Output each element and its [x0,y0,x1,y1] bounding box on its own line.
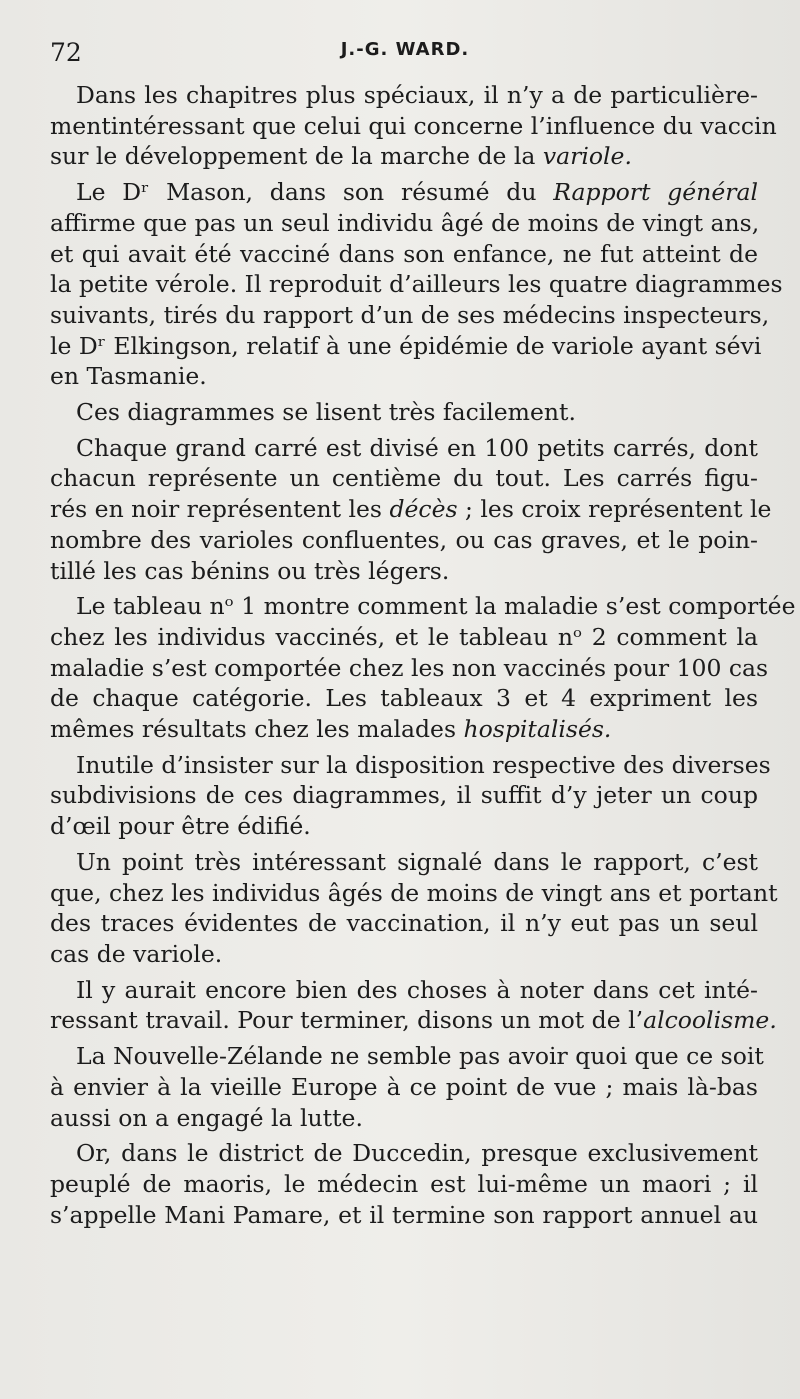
text-line [50,908,758,939]
text-line [50,1169,758,1200]
text-line [50,653,769,684]
text-line [50,1041,764,1072]
text-segment: tillé les cas bénins ou très légers. [50,556,450,585]
text-segment: rés en noir représentent les [50,495,390,524]
text-segment: Il y aurait encore bien des choses à noter dans cet inté- [76,975,758,1004]
text-line [50,750,771,781]
text-line [50,1005,777,1036]
page-number: 72 [50,38,82,67]
text-segment: suivants, tirés du rapport d’un de ses médecins inspecteurs, [50,300,770,329]
text-segment: maladie s’est comportée chez les non vaccinés pour 100 cas [50,653,769,682]
text-segment: cas de variole. [50,939,223,968]
text-line [50,1138,758,1169]
text-segment: ; les croix représentent le [457,495,772,524]
text-segment: d’œil pour être édifié. [50,812,311,841]
text-segment: des traces évidentes de vaccination, il n’y eut pas un seul [50,909,758,938]
paragraph [50,80,777,172]
text-segment: affirme que pas un seul individu âgé de moins de vingt ans, [50,208,760,237]
text-segment: mêmes résultats chez les malades [50,715,464,744]
text-line [50,269,783,300]
text-line [50,300,770,331]
italic-text: Rapport général [553,178,758,207]
text-segment: Chaque grand carré est divisé en 100 petits carrés, dont [76,433,758,462]
text-segment: la petite vérole. Il reproduit d’ailleurs les quatre diagrammes [50,270,783,299]
italic-text: alcoolisme. [643,1006,777,1035]
text-line [50,939,758,970]
text-line [50,141,758,172]
text-line [50,177,758,208]
text-line [50,1072,758,1103]
text-segment: Or, dans le district de Duccedin, presque exclusivement [76,1139,758,1168]
paragraph [50,1138,758,1230]
running-title: J.-G. WARD. [340,39,470,60]
text-line [50,397,758,428]
text-line [50,239,758,270]
text-segment: chez les individus vaccinés, et le tableau nᵒ 2 comment la [50,622,758,651]
text-line [50,80,758,111]
text-line [50,494,772,525]
paragraph [50,397,758,428]
paragraph [50,1041,764,1133]
text-line [50,622,758,653]
paragraph [50,591,796,745]
text-line [50,683,758,714]
page-header [50,38,760,74]
text-line [50,975,758,1006]
text-segment: Dans les chapitres plus spéciaux, il n’y a de particulière- [76,81,758,109]
text-line [50,780,758,811]
text-segment: le Dʳ Elkingson, relatif à une épidémie de variole ayant sévi [50,331,762,360]
text-segment: Un point très intéressant signalé dans le rapport, c’est [76,847,758,876]
paragraph [50,177,783,392]
text-line [50,811,758,842]
text-segment: sur le développement de la marche de la [50,142,543,171]
text-line [50,1200,758,1231]
paragraph [50,975,777,1036]
text-segment: aussi on a engagé la lutte. [50,1103,363,1132]
body-text [50,80,796,1235]
text-line [50,714,758,745]
text-segment: et qui avait été vacciné dans son enfance, ne fut atteint de [50,239,758,268]
text-line [50,878,778,909]
paragraph [50,750,771,842]
text-segment: de chaque catégorie. Les tableaux 3 et 4 expriment les [50,684,758,713]
text-segment: mentintéressant que celui qui concerne l’influence du vaccin [50,111,777,140]
text-segment: s’appelle Mani Pamare, et il termine son rapport annuel au [50,1200,758,1229]
text-line [50,433,758,464]
text-segment: peuplé de maoris, le médecin est lui-même un maori ; il [50,1169,758,1198]
text-line [50,591,796,622]
italic-text: hospitalisés. [463,715,612,744]
paragraph [50,433,772,587]
text-segment: Inutile d’insister sur la disposition respective des diverses [76,750,771,779]
text-line [50,208,758,239]
text-segment: Ces diagrammes se lisent très facilement. [76,398,576,427]
text-segment: chacun représente un centième du tout. Les carrés figu- [50,464,758,493]
text-segment: en Tasmanie. [50,362,207,391]
text-segment: nombre des varioles confluentes, ou cas graves, et le poin- [50,525,758,554]
paragraph [50,847,778,970]
text-segment: à envier à la vieille Europe à ce point de vue ; mais là-bas [50,1072,758,1101]
text-line [50,556,758,587]
text-line [50,111,777,142]
text-segment: Le Dʳ Mason, dans son résumé du [76,178,554,207]
text-line [50,331,762,362]
text-segment: que, chez les individus âgés de moins de vingt ans et portant [50,878,778,907]
text-line [50,847,758,878]
text-line [50,525,758,556]
text-segment: ressant travail. Pour terminer, disons un mot de l’ [50,1006,644,1035]
text-segment: Le tableau nᵒ 1 montre comment la maladie s’est comportée [76,592,796,621]
text-line [50,1103,758,1134]
italic-text: variole. [542,142,632,171]
text-line [50,361,758,392]
text-segment: La Nouvelle-Zélande ne semble pas avoir quoi que ce soit [76,1042,764,1071]
italic-text: décès [389,495,458,524]
text-segment: subdivisions de ces diagrammes, il suffit d’y jeter un coup [50,781,758,810]
text-line [50,463,758,494]
